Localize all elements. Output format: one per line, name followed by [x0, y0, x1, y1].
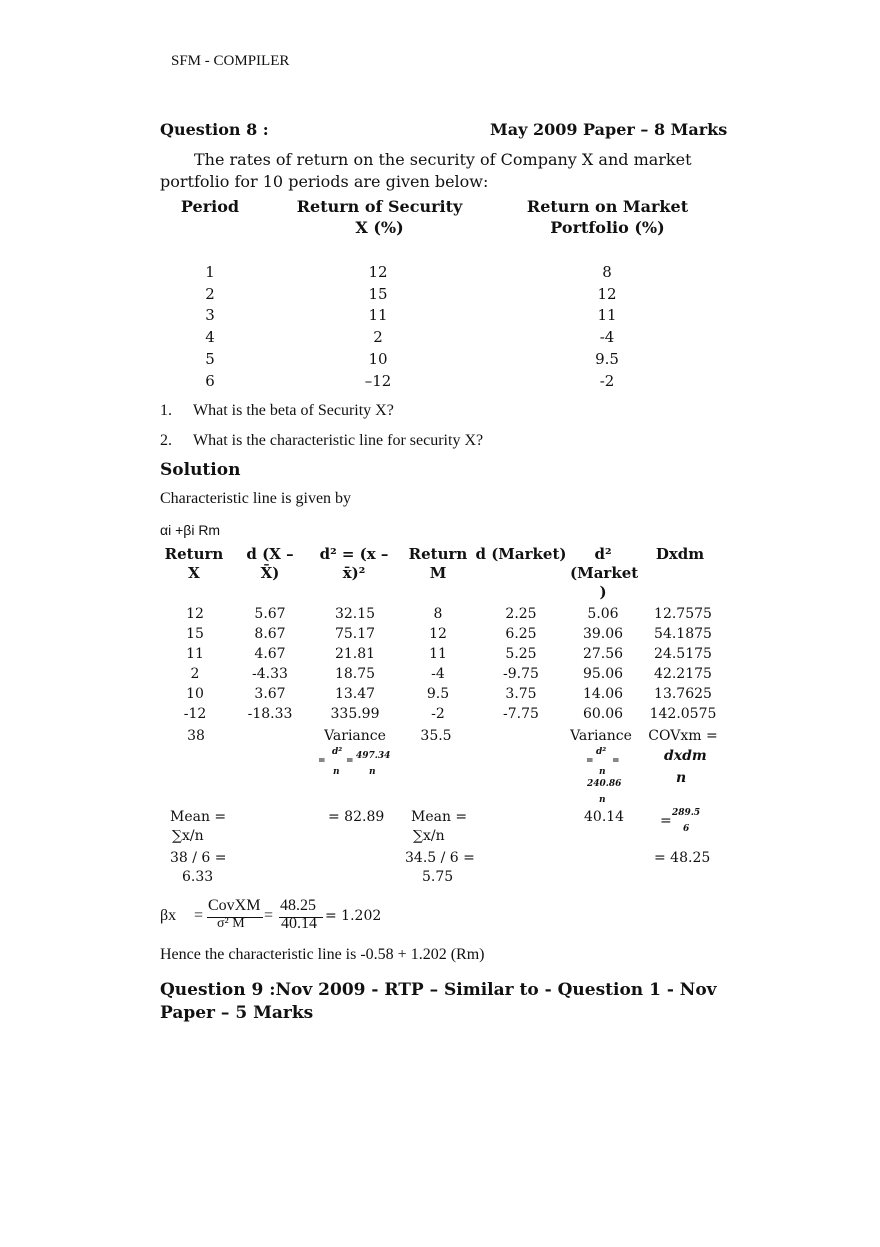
table2-cell: 27.56	[582, 646, 624, 662]
table2-header-return-x: Return X	[164, 545, 224, 582]
sum-x: 38	[187, 728, 205, 744]
cov-eq: =	[660, 813, 672, 829]
variance-m-num: 240.86	[587, 779, 622, 789]
table1-cell: –12	[364, 372, 392, 390]
table2-cell: 4.67	[254, 646, 286, 662]
solution-line: Characteristic line is given by	[160, 490, 352, 507]
variance-m-label: Variance	[570, 728, 632, 744]
beta-result: = 1.202	[325, 908, 382, 924]
table1-cell: 9.5	[595, 350, 619, 368]
table2-cell: 60.06	[582, 706, 624, 722]
table1-header-security: Return of Security X (%)	[296, 197, 463, 237]
table2-cell: -18.33	[247, 706, 293, 722]
question-8-paper: May 2009 Paper – 8 Marks	[490, 120, 728, 139]
table1-cell: -4	[599, 328, 615, 346]
table2-cell: 42.2175	[654, 666, 712, 682]
question-8-intro: The rates of return on the security of Company X and market portfolio for 10 periods are given below:	[160, 150, 692, 191]
table1-cell: 6	[205, 372, 215, 390]
variance-m-n: n	[599, 767, 606, 777]
table1-cell: 4	[205, 328, 215, 346]
beta-eq2: =	[264, 907, 274, 924]
variance-x-d2: d²	[332, 747, 343, 757]
table2-cell: 6.25	[505, 626, 537, 642]
table1-cell: 2	[373, 328, 383, 346]
table2-cell: 18.75	[334, 666, 376, 682]
table2-cell: 3.67	[254, 686, 286, 702]
sum-m: 35.5	[420, 728, 452, 744]
table2-cell: 13.7625	[654, 686, 712, 702]
table2-cell: 2	[190, 666, 200, 682]
table2-cell: 54.1875	[654, 626, 712, 642]
table2-header-dx: d (X – X̄)	[246, 545, 294, 582]
table2-header-d2m: d² (Market )	[570, 545, 639, 601]
cov-expr: dxdm	[664, 748, 707, 764]
table1-cell: 11	[597, 306, 617, 324]
table1-cell: 15	[368, 285, 388, 303]
table2-cell: 8.67	[254, 626, 286, 642]
question-9-title: Question 9 :Nov 2009 - RTP – Similar to - Question 1 - Nov Paper – 5 Marks	[160, 980, 717, 1023]
mean-x-calc: 38 / 6 =	[170, 850, 227, 866]
table2-cell: 142.0575	[649, 706, 717, 722]
table1-cell: 12	[597, 285, 617, 303]
cov-value: = 48.25	[654, 850, 711, 866]
table2-cell: 5.06	[587, 606, 619, 622]
table2-cell: 21.81	[334, 646, 376, 662]
table2-header-return-m: Return M	[408, 545, 468, 582]
cov-den: 6	[683, 824, 690, 834]
table2-cell: 24.5175	[654, 646, 712, 662]
beta-num: CovXM	[208, 897, 261, 914]
mean-m-label: Mean =	[411, 809, 468, 825]
table2-cell: 11	[429, 646, 447, 662]
table2-header-dxdm: Dxdm	[655, 545, 705, 563]
table2-cell: -9.75	[503, 666, 539, 682]
table2-cell: 15	[186, 626, 204, 642]
table2-cell: 12.7575	[654, 606, 712, 622]
mean-x-label: Mean =	[170, 809, 227, 825]
table2-cell: 8	[433, 606, 443, 622]
table2-cell: 5.25	[505, 646, 537, 662]
mean-m-expr: ∑x/n	[413, 828, 445, 844]
table1-cell: 11	[368, 306, 388, 324]
table1-header-period: Period	[180, 197, 240, 216]
table2-cell: 12	[429, 626, 447, 642]
variance-x-num: 497.34	[356, 751, 391, 761]
table2-cell: 335.99	[330, 706, 380, 722]
variance-m-eq2: =	[612, 756, 620, 766]
variance-x-eq2: =	[346, 756, 354, 766]
question-1-text: What is the beta of Security X?	[193, 402, 394, 419]
solution-formula: αi +βi Rm	[160, 522, 221, 538]
table2-cell: -4.33	[252, 666, 288, 682]
table2-cell: 11	[186, 646, 204, 662]
table1-cell: 8	[602, 263, 612, 281]
beta-den: σ² M	[217, 916, 245, 931]
variance-x-value: = 82.89	[328, 809, 385, 825]
table1-cell: 1	[205, 263, 215, 281]
table1-cell: 5	[205, 350, 215, 368]
mean-m-value: 5.75	[422, 869, 454, 885]
table2-cell: 10	[186, 686, 204, 702]
table2-cell: -7.75	[503, 706, 539, 722]
question-2-number: 2.	[160, 432, 172, 449]
mean-m-calc: 34.5 / 6 =	[405, 850, 475, 866]
variance-x-eq: =	[318, 756, 326, 766]
table2-cell: 32.15	[334, 606, 376, 622]
variance-x-n: n	[333, 767, 340, 777]
variance-m-den: n	[599, 795, 606, 805]
table2-cell: -2	[431, 706, 445, 722]
solution-heading: Solution	[160, 460, 241, 480]
table2-header-d2x: d² = (x – x̄)²	[319, 545, 389, 582]
cov-n: n	[676, 770, 687, 786]
beta-eq1: =	[194, 907, 204, 924]
table1-cell: 10	[368, 350, 388, 368]
variance-x-label: Variance	[324, 728, 386, 744]
mean-x-expr: ∑x/n	[172, 828, 204, 844]
table2-cell: -4	[431, 666, 445, 682]
question-1-number: 1.	[160, 402, 172, 419]
table2-cell: -12	[183, 706, 207, 722]
table2-cell: 5.67	[254, 606, 286, 622]
table2-cell: 9.5	[426, 686, 450, 702]
table2-cell: 14.06	[582, 686, 624, 702]
table1-cell: 2	[205, 285, 215, 303]
question-2-text: What is the characteristic line for security X?	[193, 432, 484, 449]
cov-label: COVxm =	[648, 728, 718, 744]
variance-x-den: n	[369, 767, 376, 777]
table1-header-market: Return on Market Portfolio (%)	[526, 197, 689, 237]
table2-cell: 3.75	[505, 686, 537, 702]
table2-cell: 2.25	[505, 606, 537, 622]
conclusion: Hence the characteristic line is -0.58 + 1.202 (Rm)	[160, 946, 485, 963]
beta-num2: 48.25	[280, 897, 316, 914]
page-header: SFM - COMPILER	[171, 53, 290, 69]
question-8-title: Question 8 :	[160, 120, 269, 139]
beta-den2: 40.14	[281, 915, 317, 932]
mean-x-value: 6.33	[182, 869, 214, 885]
variance-m-d2: d²	[596, 747, 607, 757]
table1-cell: -2	[599, 372, 615, 390]
table2-cell: 75.17	[334, 626, 376, 642]
cov-num: 289.5	[672, 808, 701, 818]
table2-cell: 39.06	[582, 626, 624, 642]
table1-cell: 12	[368, 263, 388, 281]
table2-header-dm: d (Market)	[475, 545, 567, 563]
table1-cell: 3	[205, 306, 215, 324]
variance-m-eq: =	[586, 756, 594, 766]
table2-cell: 95.06	[582, 666, 624, 682]
variance-m-value: 40.14	[584, 809, 625, 825]
table2-cell: 12	[186, 606, 204, 622]
beta-label: βx	[160, 907, 177, 924]
table2-cell: 13.47	[334, 686, 376, 702]
